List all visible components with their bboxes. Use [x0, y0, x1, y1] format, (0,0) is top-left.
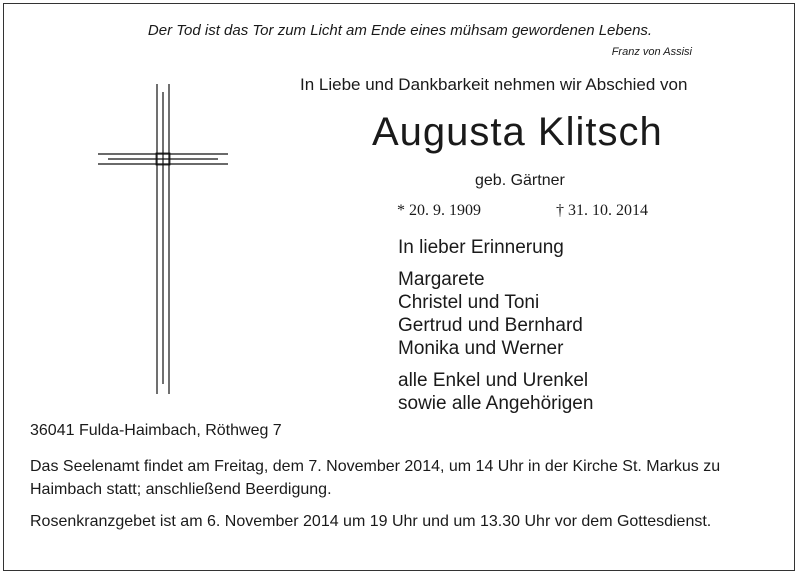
motto-author: Franz von Assisi: [611, 46, 692, 58]
cross-icon: [98, 84, 232, 394]
mourner-name: Gertrud und Bernhard: [398, 315, 583, 336]
mourner-name: Christel und Toni: [398, 292, 540, 313]
birth-name: geb. Gärtner: [475, 172, 565, 189]
family-line: alle Enkel und Urenkel: [398, 370, 589, 391]
rosary-notice: Rosenkranzgebet ist am 6. November 2014 um 19 Uhr und um 13.30 Uhr vor dem Gottesdienst.: [30, 513, 712, 530]
deceased-name: Augusta Klitsch: [372, 110, 663, 154]
death-date: † 31. 10. 2014: [556, 202, 648, 219]
family-address: 36041 Fulda-Haimbach, Röthweg 7: [30, 422, 282, 439]
mourner-name: Margarete: [398, 269, 485, 290]
family-line: sowie alle Angehörigen: [398, 393, 594, 414]
birth-date: * 20. 9. 1909: [397, 202, 481, 219]
mourners-block: [398, 236, 593, 415]
farewell-intro: In Liebe und Dankbarkeit nehmen wir Abschied von: [300, 75, 688, 94]
mourner-name: Monika und Werner: [398, 338, 564, 359]
motto-quote: Der Tod ist das Tor zum Licht am Ende eines mühsam gewordenen Lebens.: [147, 22, 653, 39]
mourners-heading: In lieber Erinnerung: [398, 237, 564, 258]
service-notice: Das Seelenamt findet am Freitag, dem 7. November 2014, um 14 Uhr in der Kirche St. Markus zu Haimbach statt; anschließend Beerdigung.: [30, 458, 721, 498]
